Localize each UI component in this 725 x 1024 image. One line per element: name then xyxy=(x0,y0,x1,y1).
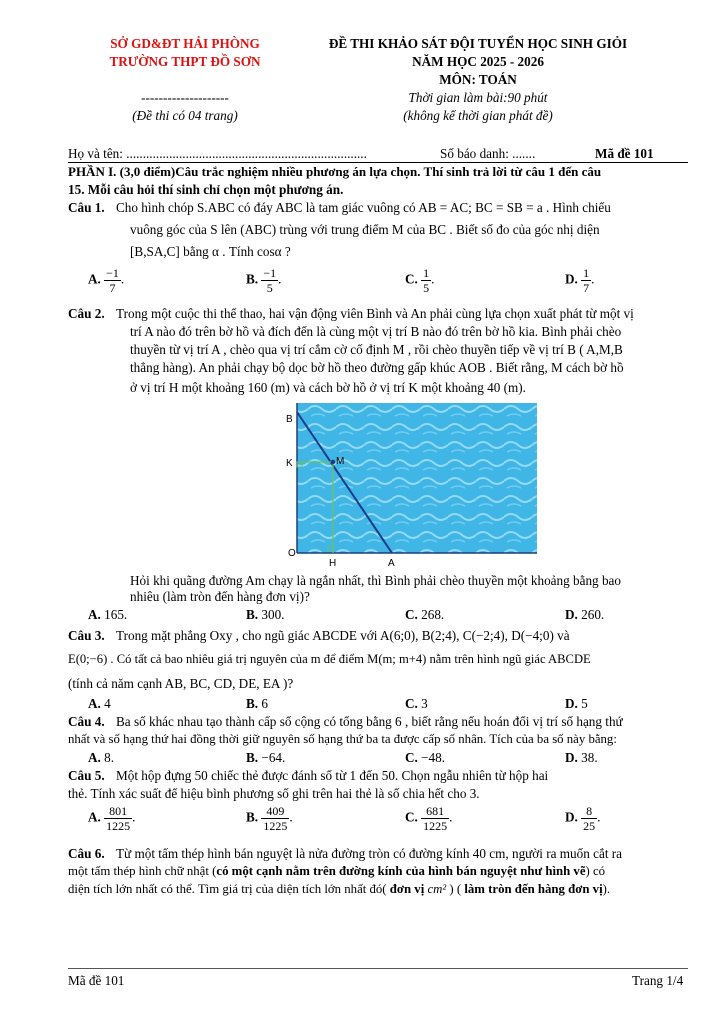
q4-option-d[interactable]: D. 38. xyxy=(565,750,598,765)
q1-option-b[interactable]: B. $\frac{-1}{5}$ . xyxy=(246,266,282,295)
q2-line5: ở vị trí H một khoảng 160 (m) và cách bờ hồ ở vị trí K một khoảng 40 (m). xyxy=(130,380,526,395)
q6-label: Câu 6. xyxy=(68,846,105,861)
q4-line2: nhất và số hạng thứ hai đồng thời giữ nguyên số hạng thứ ba ta được cấp số nhân. Tích của ba số này bằng: xyxy=(68,732,617,746)
q2-option-b[interactable]: B. 300. xyxy=(246,607,285,622)
exam-title: ĐỀ THI KHẢO SÁT ĐỘI TUYỂN HỌC SINH GIỎI xyxy=(328,36,628,51)
q5-line2: thẻ. Tính xác suất để hiệu bình phương số ghi trên hai thẻ là số chia hết cho 3. xyxy=(68,786,480,801)
q1-label: Câu 1. xyxy=(68,200,105,215)
q2-label: Câu 2. xyxy=(68,306,105,321)
school-year: NĂM HỌC 2025 - 2026 xyxy=(412,54,544,69)
q5-option-a[interactable]: A. $\frac{801}{1225}$ . xyxy=(88,804,136,833)
label-b: B xyxy=(286,414,293,425)
q3-line3: (tính cả năm cạnh AB, BC, CD, DE, EA )? xyxy=(68,676,294,691)
q1-line2: vuông góc của S lên (ABC) trùng với trung điểm M của BC . Biết số đo của góc nhị diện xyxy=(130,222,600,237)
label-k: K xyxy=(286,458,293,469)
q1-line3: [B,SA,C] bằng α . Tính cosα ? xyxy=(130,244,291,259)
footer-divider xyxy=(68,968,688,969)
header-dashes: -------------------- xyxy=(141,90,229,105)
q2-line3: thuyền từ vị trí A , chèo qua vị trí cắm cờ cố định M , rồi chèo thuyền tiếp về vị trí B ( A,M,B xyxy=(130,342,623,357)
label-h: H xyxy=(329,558,337,569)
q1-line1: Cho hình chóp S.ABC có đáy ABC là tam giác vuông có AB = AC; BC = SB = a . Hình chiếu xyxy=(116,200,611,215)
q3-line2: E(0;−6) . Có tất cả bao nhiêu giá trị nguyên của m để điểm M(m; m+4) nằm trên hình ngũ giác ABCDE xyxy=(68,652,591,666)
exam-time-note: (không kể thời gian phát đề) xyxy=(403,108,553,123)
part1-heading-line2: 15. Mỗi câu hỏi thí sinh chỉ chọn một phương án. xyxy=(68,182,344,197)
footer-page-number: Trang 1/4 xyxy=(632,973,684,988)
q3-option-d[interactable]: D. 5 xyxy=(565,696,588,711)
q6-line1: Từ một tấm thép hình bán nguyệt là nửa đường tròn có đường kính 40 cm, người ra muốn cắt ra xyxy=(116,846,623,861)
student-name-field: Họ và tên: ......................................................................... xyxy=(68,146,367,161)
q4-option-a[interactable]: A. 8. xyxy=(88,750,115,765)
q3-option-a[interactable]: A. 4 xyxy=(88,696,111,711)
q2-option-d[interactable]: D. 260. xyxy=(565,607,605,622)
student-id-field: Số báo danh: ....... xyxy=(440,146,536,161)
exam-time: Thời gian làm bài:90 phút xyxy=(408,90,548,105)
school-name: TRƯỜNG THPT ĐỒ SƠN xyxy=(109,54,261,69)
q5-line1: Một hộp đựng 50 chiếc thẻ được đánh số từ 1 đến 50. Chọn ngẫu nhiên từ hộp hai xyxy=(116,768,549,783)
q1-option-c[interactable]: C. $\frac{1}{5}$ . xyxy=(405,266,435,295)
q2-question-line1: Hỏi khi quãng đường Am chạy là ngắn nhất, thì Bình phải chèo thuyền một khoảng bằng bao xyxy=(130,573,621,588)
q5-option-c[interactable]: C. $\frac{681}{1225}$ . xyxy=(405,804,453,833)
header-divider xyxy=(68,162,688,163)
q2-question-line2: nhiêu (làm tròn đến hàng đơn vị)? xyxy=(130,589,310,604)
q2-option-a[interactable]: A. 165. xyxy=(88,607,128,622)
label-o: O xyxy=(288,548,296,559)
q2-line1: Trong một cuộc thi thể thao, hai vận động viên Bình và An phải cùng lựa chọn xuất phát từ một vị xyxy=(116,306,634,321)
footer-exam-code: Mã đề 101 xyxy=(68,973,125,988)
q4-line1: Ba số khác nhau tạo thành cấp số cộng có tổng bằng 6 , biết rằng nếu hoán đổi vị trí số hạng thứ xyxy=(116,714,623,729)
exam-code: Mã đề 101 xyxy=(595,146,654,161)
subject: MÔN: TOÁN xyxy=(439,72,517,87)
q6-line3: diện tích lớn nhất có thể. Tìm giá trị của diện tích lớn nhất đó( đơn vị cm² ) ( làm tròn đến hàng đơn vị). xyxy=(68,882,611,896)
label-m: M xyxy=(336,456,345,467)
q4-option-c[interactable]: C. −48. xyxy=(405,750,446,765)
q5-option-d[interactable]: D. $\frac{8}{25}$ . xyxy=(565,804,601,833)
q6-line2: một tấm thép hình chữ nhật (có một cạnh nằm trên đường kính của hình bán nguyệt như hình vẽ) có xyxy=(68,864,606,878)
q5-label: Câu 5. xyxy=(68,768,105,783)
part1-heading-line1: PHẦN I. (3,0 điểm)Câu trắc nghiệm nhiều phương án lựa chọn. Thí sinh trả lời từ câu 1 đến câu xyxy=(68,164,602,179)
pages-note: (Đề thi có 04 trang) xyxy=(132,108,238,123)
q3-option-b[interactable]: B. 6 xyxy=(246,696,268,711)
q4-option-b[interactable]: B. −64. xyxy=(246,750,286,765)
q4-label: Câu 4. xyxy=(68,714,105,729)
q2-lake-figure xyxy=(280,400,540,572)
q3-label: Câu 3. xyxy=(68,628,105,643)
q1-option-a[interactable]: A. $\frac{-1}{7}$ . xyxy=(88,266,125,295)
q2-option-c[interactable]: C. 268. xyxy=(405,607,445,622)
q2-line4: thẳng hàng). An phải chạy bộ dọc bờ hồ theo đường gấp khúc AOB . Biết rằng, M cách bờ hồ xyxy=(130,360,624,375)
label-a: A xyxy=(388,558,395,569)
q3-line1: Trong mặt phẳng Oxy , cho ngũ giác ABCDE với A(6;0), B(2;4), C(−2;4), D(−4;0) và xyxy=(116,628,570,643)
q1-option-d[interactable]: D. $\frac{1}{7}$ . xyxy=(565,266,595,295)
q2-line2: trí A nào đó trên bờ hồ và đích đến là cùng một vị trí B nào đó trên bờ hồ kia. Bình phải chèo xyxy=(130,324,622,339)
department-name: SỞ GD&ĐT HẢI PHÒNG xyxy=(110,36,260,51)
point-m xyxy=(331,460,335,464)
q5-option-b[interactable]: B. $\frac{409}{1225}$ . xyxy=(246,804,293,833)
q3-option-c[interactable]: C. 3 xyxy=(405,696,428,711)
